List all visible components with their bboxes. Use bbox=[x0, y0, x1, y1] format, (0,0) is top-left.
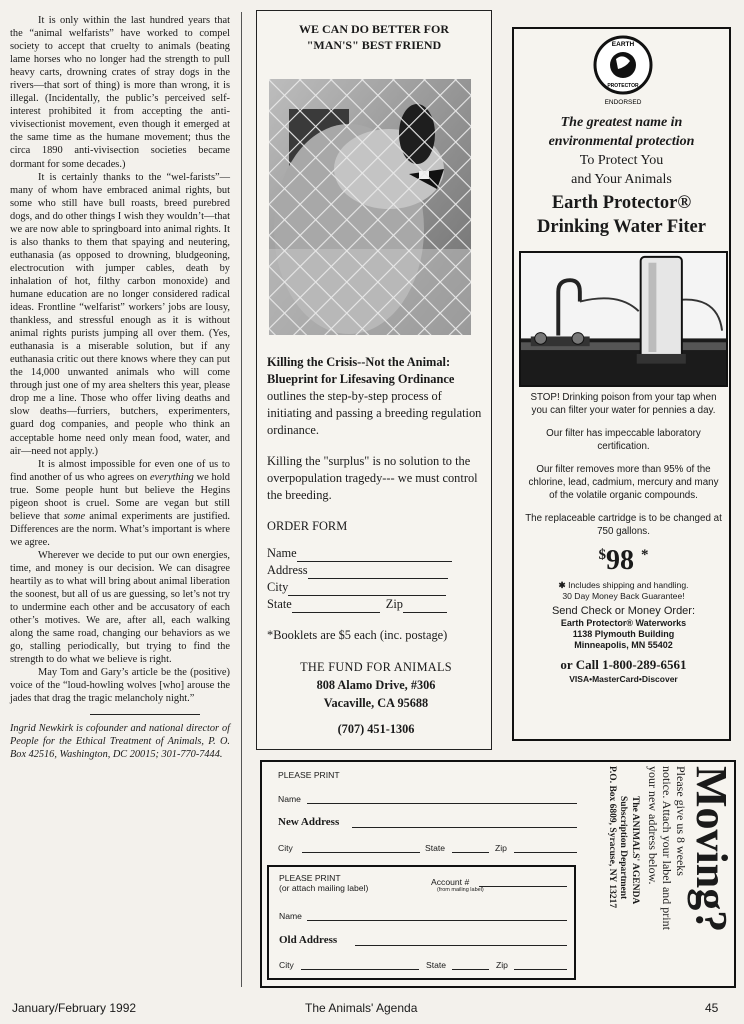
new-zip-label: Zip bbox=[495, 843, 507, 853]
old-address-label: Old Address bbox=[279, 934, 338, 946]
order-form-heading: ORDER FORM bbox=[267, 519, 348, 533]
article-paragraph: It is almost impossible for even one of us to find another of us who agrees on everything we hold true. Some people hunt but believe the Hegins pigeon shoot is cruel. Some are vegan but still believe that some animal experiments are justified. Differences are the norm. What’s important is where we agree. bbox=[10, 458, 230, 548]
earth-protector-ad bbox=[512, 27, 731, 741]
old-name-label: Name bbox=[279, 911, 302, 921]
state-zip-field[interactable]: State Zip bbox=[267, 596, 485, 613]
protect-text: To Protect You and Your Animals bbox=[571, 153, 672, 187]
column-divider bbox=[241, 12, 242, 987]
footer-magazine: The Animals' Agenda bbox=[305, 1001, 418, 1015]
new-city-label: City bbox=[278, 843, 293, 853]
shipping-note: ✱ Includes shipping and handling. bbox=[558, 580, 689, 590]
tagline: The greatest name in environmental protection bbox=[548, 115, 695, 149]
ad-title: WE CAN DO BETTER FOR "MAN'S" BEST FRIEND bbox=[298, 22, 450, 52]
article-column bbox=[10, 14, 230, 761]
ad-body bbox=[267, 354, 485, 738]
old-state-label: State bbox=[426, 960, 447, 970]
old-zip-label: Zip bbox=[496, 960, 508, 970]
article-paragraph: May Tom and Gary’s article be the (positive) voice of the “loud-howling wolves [who] arouse the jades that drag the tragic melancholy night.” bbox=[10, 667, 230, 705]
fund-for-animals-ad bbox=[256, 10, 492, 750]
booklet-subtitle: Blueprint for Lifesaving Ordinance bbox=[267, 372, 455, 386]
brand-name: Earth Protector® Drinking Water Fiter bbox=[537, 193, 706, 237]
author-bio: Ingrid Newkirk is cofounder and national director of People for the Ethical Treatment of Animals, P. O. Box 42516, Washington, DC 20015; 301-770-7444. bbox=[10, 723, 230, 761]
organization-address: THE FUND FOR ANIMALS 808 Alamo Drive, #306 Vacaville, CA 95688 (707) 451-1306 bbox=[300, 660, 452, 736]
old-name-field[interactable] bbox=[307, 920, 567, 921]
old-address-box: PLEASE PRINT (or attach mailing label) Account # (from mailing label) Name Old Address City State Zip bbox=[267, 865, 576, 980]
ad-copy: STOP! Drinking poison from your tap when you can filter your water for pennies a day. Our filter has impeccable laboratory certification. Our filter removes more than 95% of the chlorine, lead, cadmium, mercury and many of the volatile organic compounds. The replaceable cartridge is to be changed at 750 gallons. $98 * ✱ Includes shipping and handling. 30 Day Money Back Guarantee! Send Check or Money Order: Earth Protector® Waterworks 1138 Plymouth Building Minneapolis, MN 55402 or Call 1-800-289-6561 VISA•MasterCard•Discover bbox=[525, 392, 722, 684]
send-order: Send Check or Money Order: bbox=[551, 605, 696, 617]
price: $98 * bbox=[598, 545, 649, 576]
please-print-label: PLEASE PRINT bbox=[278, 770, 340, 780]
old-state-field[interactable] bbox=[452, 969, 489, 970]
surplus-text: Killing the "surplus" is no solution to the overpopulation tragedy--- we must control the breeding. bbox=[267, 454, 478, 502]
old-city-field[interactable] bbox=[301, 969, 419, 970]
old-address-field[interactable] bbox=[355, 945, 567, 946]
divider bbox=[90, 714, 200, 715]
old-city-label: City bbox=[279, 960, 294, 970]
new-state-label: State bbox=[425, 843, 446, 853]
booklet-title: Killing the Crisis--Not the Animal: bbox=[267, 355, 451, 369]
page-number: 45 bbox=[705, 1001, 719, 1015]
new-zip-field[interactable] bbox=[514, 852, 577, 853]
new-name-field[interactable] bbox=[307, 803, 577, 804]
guarantee: 30 Day Money Back Guarantee! bbox=[562, 591, 685, 601]
article-paragraph: Wherever we decide to put our own energies, time, and money is our decision. We can disagree heartily as to what will bring about animal liberation the soonest, but all of us are guessing, so let’s not try to undermine each other and be accusatory of each other’s motives. We are, after all, each walking along the same road, changing our behaviors as we go, stalling periodically, but trying to find the strength to do what we believe is right. bbox=[10, 549, 230, 666]
new-city-field[interactable] bbox=[302, 852, 420, 853]
water-filter-image bbox=[519, 251, 728, 387]
moving-notice: Moving? Please give us 8 weeks notice. Attach your label and print your new address below. The ANIMALS' AGENDA Subscription Department P.O. Box 6809, Syracuse, NY 13217 bbox=[584, 766, 734, 984]
svg-text:EARTH: EARTH bbox=[611, 41, 635, 48]
earth-protector-logo bbox=[588, 33, 658, 107]
svg-text:PROTECTOR: PROTECTOR bbox=[607, 83, 639, 89]
footer-date: January/February 1992 bbox=[12, 1001, 137, 1015]
account-number-field[interactable] bbox=[479, 886, 567, 887]
moving-headline: Moving? bbox=[687, 766, 736, 933]
article-paragraph: It is only within the last hundred years that the “animal welfarists” have worked to compel society to accept that cruelty to animals (beating lame horses who no longer had the strength to pull heavy carts, drowning crates of stray dogs in the rivers—that sort of thing) is more than wrong, it is illegal. (Incidentally, the public’s perceived self-interest prohibited it from accepting the anti-vivisectionist movement, even though it emerged at the same time as the humane movement; thus the circa 1890 anti-vivisection societies became dormant for some decades.) bbox=[10, 15, 230, 170]
new-name-label: Name bbox=[278, 794, 301, 804]
dog-behind-fence-photo bbox=[269, 79, 471, 335]
booklet-description: outlines the step-by-step process of initiating and passing a breeding regulation ordinance. bbox=[267, 389, 482, 437]
new-address-label: New Address bbox=[278, 816, 340, 828]
accepted-cards: VISA•MasterCard•Discover bbox=[569, 674, 678, 684]
name-field[interactable]: Name bbox=[267, 545, 485, 562]
call-number: or Call 1-800-289-6561 bbox=[560, 657, 687, 672]
company-address: Earth Protector® Waterworks 1138 Plymouth Building Minneapolis, MN 55402 bbox=[560, 618, 687, 650]
price-note: *Booklets are $5 each (inc. postage) bbox=[267, 628, 448, 642]
address-field[interactable]: Address bbox=[267, 562, 485, 579]
old-zip-field[interactable] bbox=[514, 969, 567, 970]
change-of-address-form bbox=[260, 760, 736, 988]
new-address-field[interactable] bbox=[352, 827, 577, 828]
new-state-field[interactable] bbox=[452, 852, 489, 853]
city-field[interactable]: City bbox=[267, 579, 485, 596]
svg-text:ENDORSED: ENDORSED bbox=[604, 99, 642, 106]
article-paragraph: It is certainly thanks to the “wel-farists”—many of whom have embraced animal rights, but some who still have bull roasts, breed purebred dogs, and do other things I wish they wouldn’t—that we are now able to springboard into animal rights. It is also thanks to them that spaying and neutering, euthanasia (as opposed to drowning, bludgeoning, electrocution with jumper cables, death by inhalation of hot, filthy carbon monoxide) and humane education are no longer considered radical ideas. Frontline “welfarist” workers’ jobs are lousy, thankless, and stressful enough as it is without animal rights purists jumping all over them. (Yes, euthanasia is a miserable solution, but if any euthanasia critic out there knows where they can put the 14,000 unwanted animals who will come through just one of my area shelters this year, please drop me a line. Those who offer living deaths and slow deaths—furriers, butchers, experimenters, guard dog companies, and people who think an acceptable home need only mean food, water, and air—need not apply.) bbox=[10, 171, 230, 457]
